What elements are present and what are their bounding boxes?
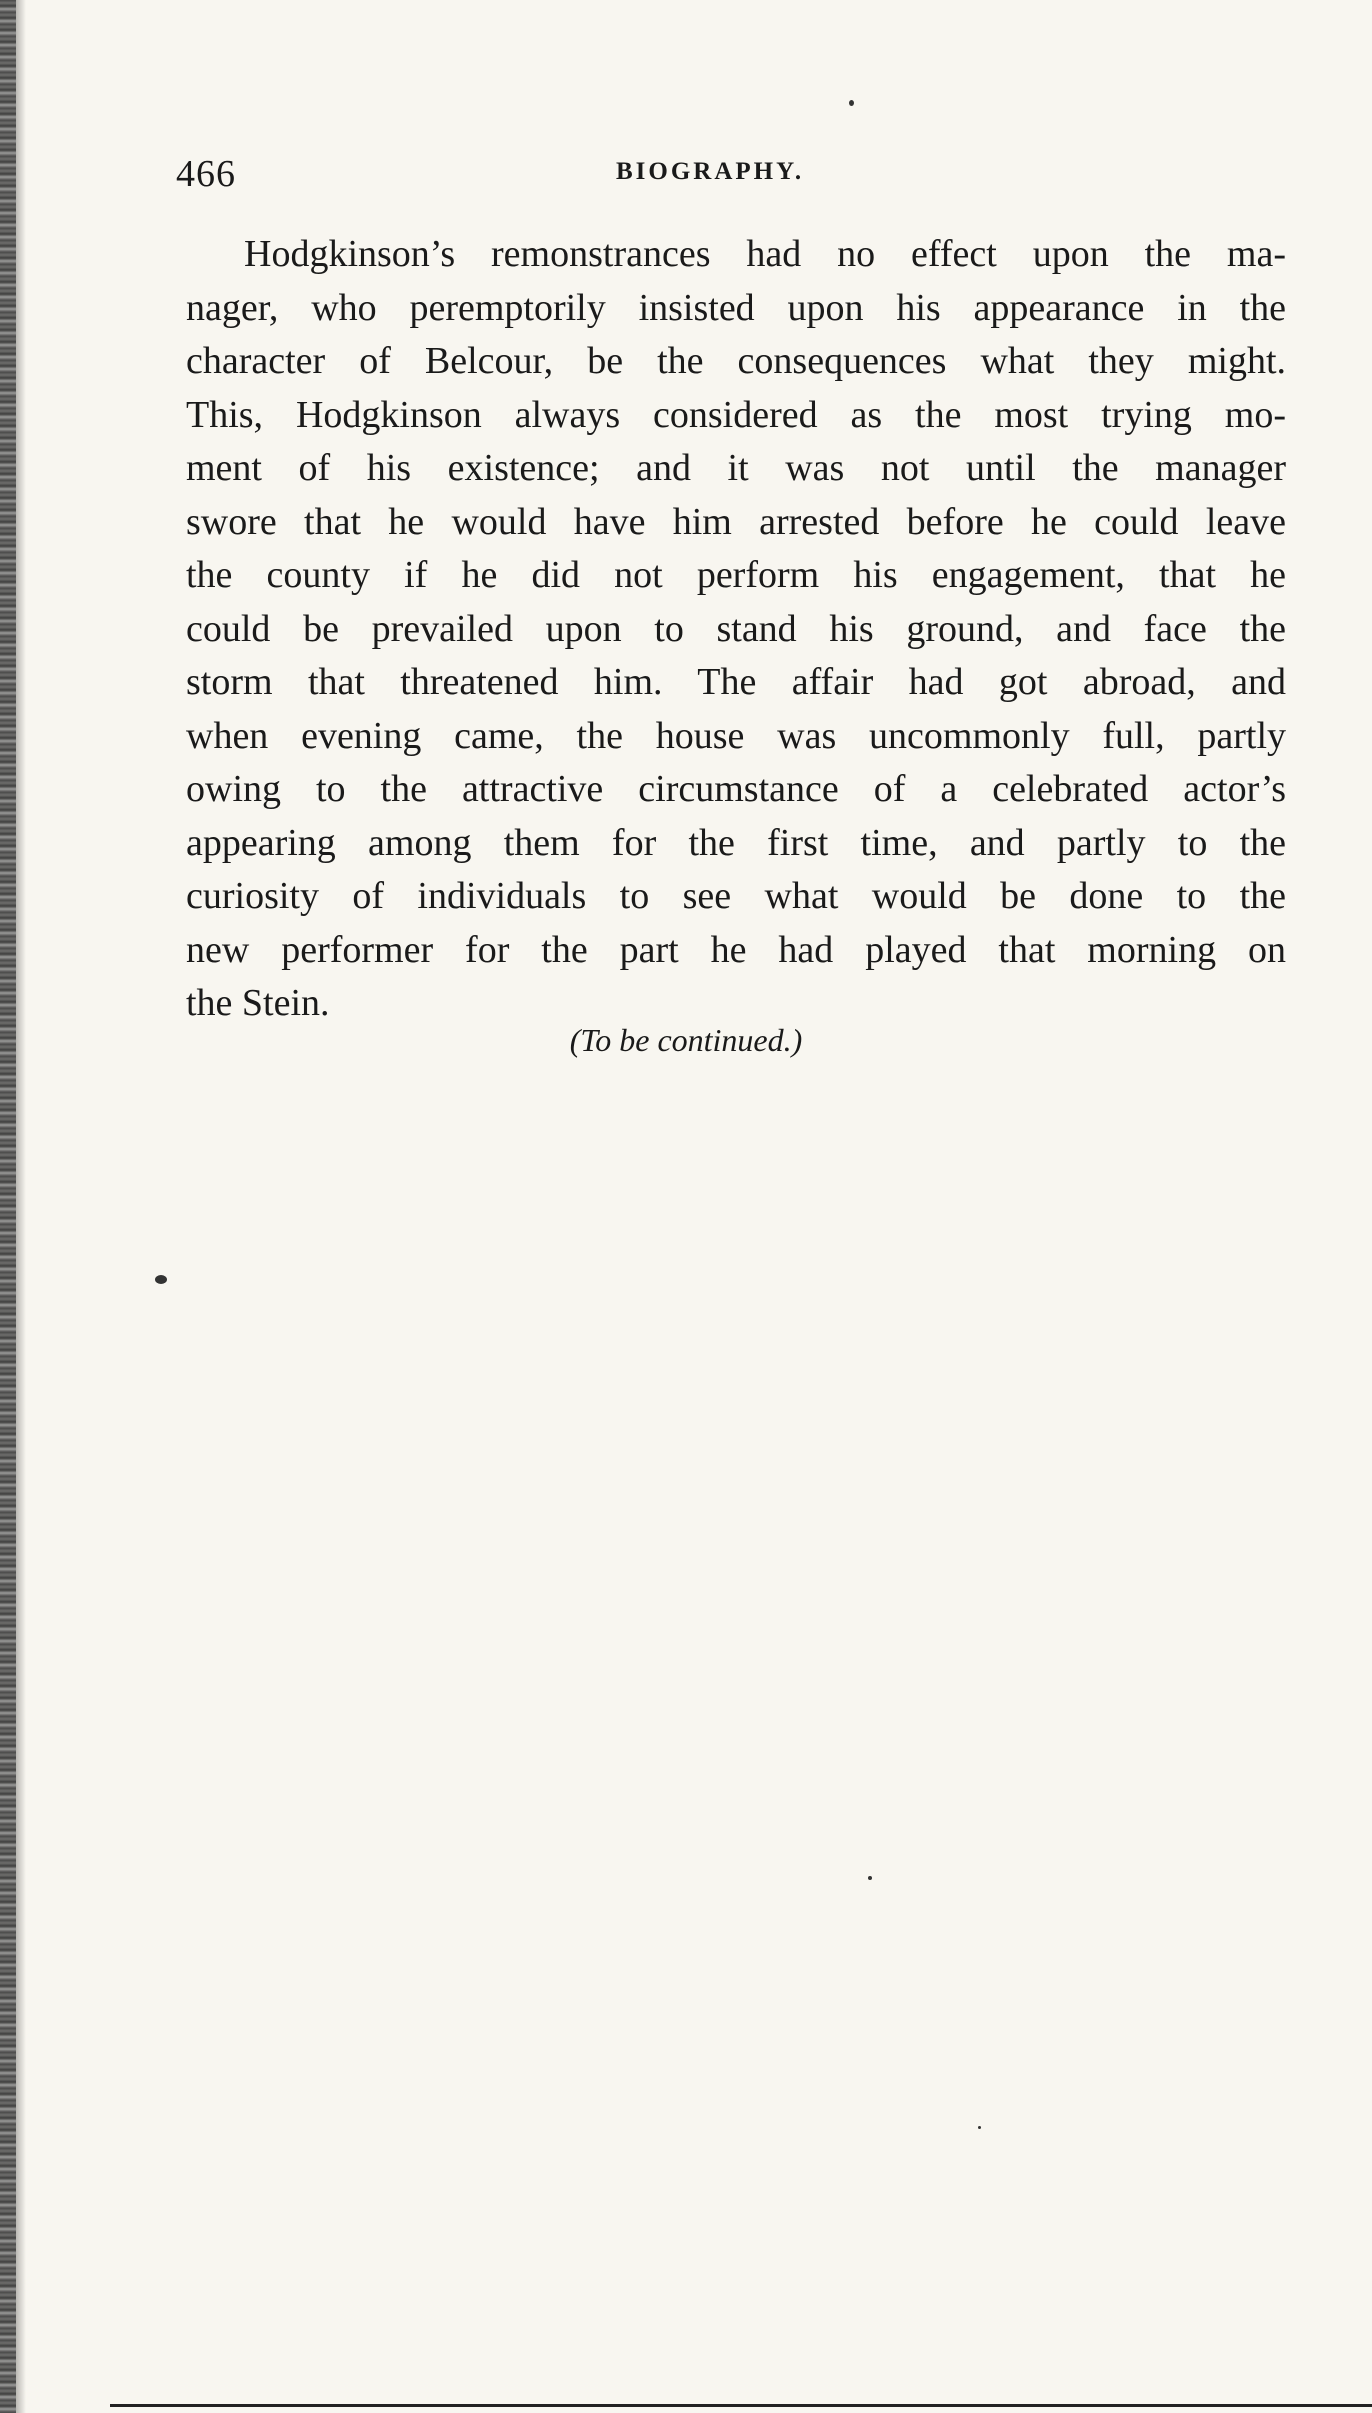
- running-head: BIOGRAPHY.: [616, 158, 805, 185]
- text-line: the Stein.: [186, 982, 330, 1024]
- binding-edge: [0, 0, 16, 2413]
- text-line: character of Belcour, be the consequences what they might.: [186, 340, 1286, 382]
- to-be-continued-note: (To be continued.): [569, 1022, 803, 1058]
- text-line: the county if he did not perform his engagement, that he: [186, 554, 1286, 596]
- page-header: [176, 152, 1286, 202]
- page-number: 466: [176, 153, 236, 195]
- text-line: ment of his existence; and it was not until the manager: [186, 447, 1286, 489]
- text-line: This, Hodgkinson always considered as the most trying mo-: [186, 393, 1286, 436]
- text-line: owing to the attractive circumstance of a celebrated actor’s: [186, 768, 1286, 810]
- text-line: new performer for the part he had played that morning on: [186, 928, 1286, 971]
- text-line: storm that threatened him. The affair had got abroad, and: [186, 661, 1286, 703]
- body-paragraph: [186, 228, 1286, 1031]
- text-line: curiosity of individuals to see what would be done to the: [186, 875, 1286, 917]
- scan-speck: [868, 1876, 872, 1880]
- bottom-edge-rule: [110, 2404, 1372, 2407]
- scan-speck: [978, 2126, 981, 2129]
- scan-speck: [155, 1275, 167, 1284]
- text-line: when evening came, the house was uncommonly full, partly: [186, 714, 1286, 757]
- text-line: swore that he would have him arrested before he could leave: [186, 500, 1286, 543]
- text-line: could be prevailed upon to stand his ground, and face the: [186, 607, 1286, 650]
- text-line: Hodgkinson’s remonstrances had no effect upon the ma-: [244, 233, 1286, 275]
- text-line: appearing among them for the first time, and partly to the: [186, 821, 1286, 864]
- binding-shadow: [16, 0, 26, 2413]
- scan-speck: [849, 100, 854, 106]
- text-line: nager, who peremptorily insisted upon his appearance in the: [186, 286, 1286, 329]
